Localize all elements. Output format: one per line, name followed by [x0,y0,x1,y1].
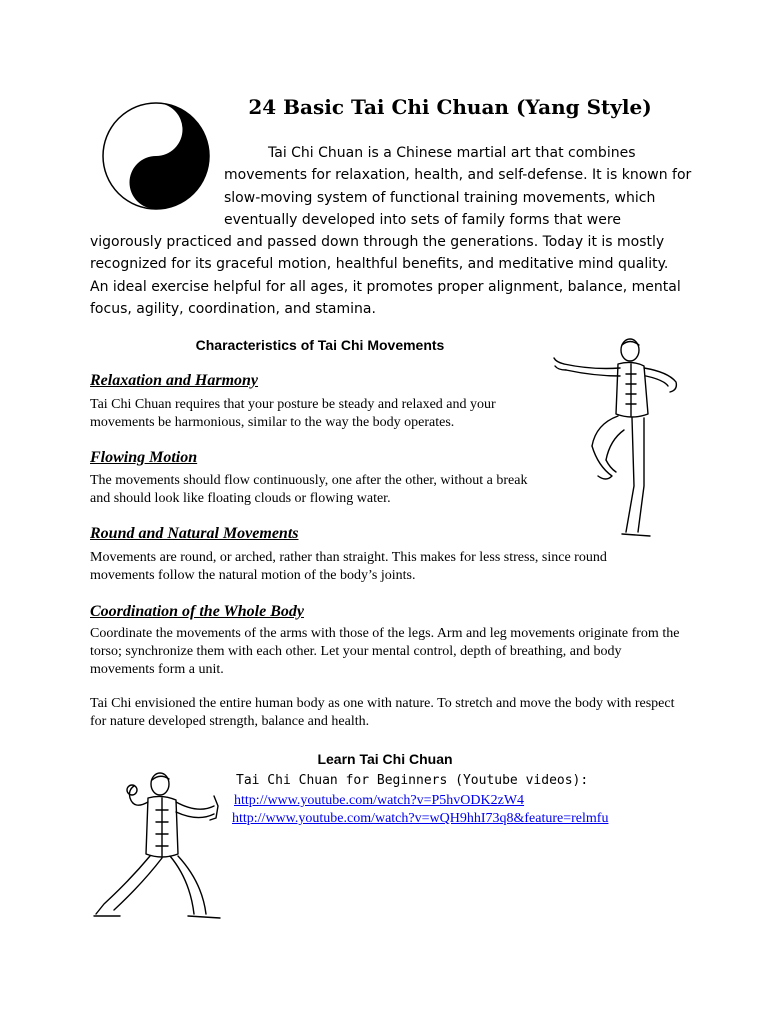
subhead-coordination: Coordination of the Whole Body [90,603,304,620]
tai-chi-figure-bow-stance [90,770,228,922]
text-round-natural: Movements are round, or arched, rather than straight. This makes for less stress, since round movements follow the natural motion of the body’s joints. [90,550,607,583]
tai-chi-figure-crane-stance [552,336,682,542]
intro-paragraph-continued: vigorously practiced and passed down through the generations. Today it is mostly recognized for its graceful motion, healthful benefits, and meditative mind quality. An ideal exercise helpful for all ages, it promotes proper alignment, balance, mental focus, agility, coordination, and stamina. [90,234,681,317]
subhead-relaxation-harmony: Relaxation and Harmony [90,372,259,389]
learn-heading: Learn Tai Chi Chuan [317,751,453,767]
closing-paragraph: Tai Chi envisioned the entire human body as one with nature. To stretch and move the body with respect for nature developed strength, balance and health. [90,696,675,729]
subhead-round-natural: Round and Natural Movements [90,525,299,542]
page-title: 24 Basic Tai Chi Chuan (Yang Style) [248,95,652,119]
yin-yang-icon [96,96,216,216]
characteristics-heading: Characteristics of Tai Chi Movements [195,337,445,353]
subhead-flowing-motion: Flowing Motion [90,449,198,466]
text-coordination: Coordinate the movements of the arms with those of the legs. Arm and leg movements originate from the torso; synchronize them with each other. Let your mental control, depth of breathing, and body movements form a unit. [90,626,680,677]
intro-paragraph-start: Tai Chi Chuan is a Chinese martial art that combines movements for relaxation, health, and self-defense. It is known for slow-moving system of functional training movements, which eventually developed into sets of family forms that were [224,145,692,228]
text-flowing-motion: The movements should flow continuously, one after the other, without a break and should look like floating clouds or flowing water. [90,473,528,506]
beginners-label: Tai Chi Chuan for Beginners (Youtube videos): [236,773,589,788]
youtube-link-1[interactable]: http://www.youtube.com/watch?v=P5hvODK2zW4 [234,793,525,808]
youtube-link-2[interactable]: http://www.youtube.com/watch?v=wQH9hhI73q8&feature=relmfu [232,811,609,826]
text-relaxation-harmony: Tai Chi Chuan requires that your posture be steady and relaxed and your movements be harmonious, similar to the way the body operates. [90,397,496,430]
